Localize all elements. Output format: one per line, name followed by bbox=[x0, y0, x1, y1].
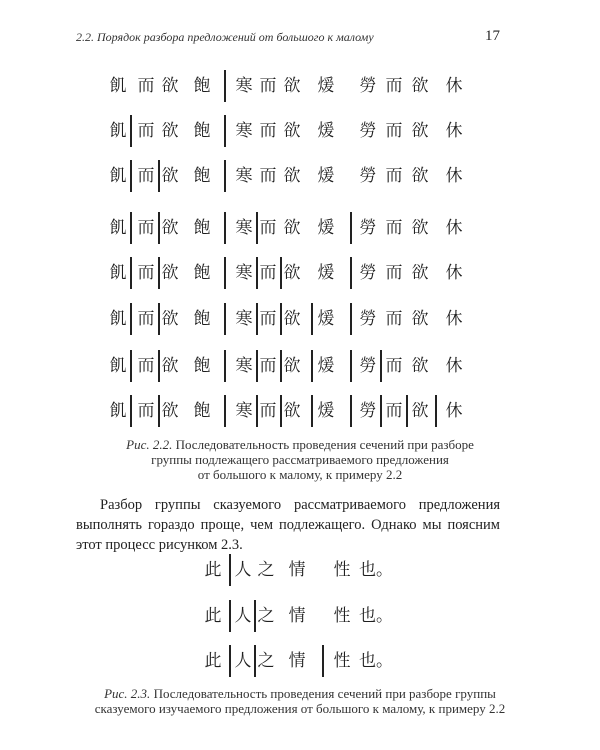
glyph: 而 bbox=[385, 76, 403, 96]
glyph: 而 bbox=[137, 263, 155, 283]
glyph: 而 bbox=[259, 263, 277, 283]
glyph: 欲 bbox=[411, 263, 429, 283]
glyph: 人 bbox=[234, 560, 252, 580]
glyph: 飽 bbox=[193, 401, 211, 421]
separator-line bbox=[130, 303, 132, 335]
glyph: 欲 bbox=[161, 401, 179, 421]
glyph: 而 bbox=[259, 401, 277, 421]
caption-line: от большого к малому, к примеру 2.2 bbox=[197, 467, 403, 482]
separator-line bbox=[224, 212, 226, 244]
glyph: 休 bbox=[445, 309, 463, 329]
glyph: 性 bbox=[333, 560, 351, 580]
glyph: 休 bbox=[445, 121, 463, 141]
glyph: 欲 bbox=[283, 263, 301, 283]
caption-text: Последовательность проведения сечений при разборе группы bbox=[153, 686, 496, 701]
glyph: 而 bbox=[137, 121, 155, 141]
separator-line bbox=[254, 645, 256, 677]
glyph: 而 bbox=[137, 76, 155, 96]
glyph: 飢 bbox=[109, 356, 127, 376]
glyph: 之 bbox=[257, 651, 275, 671]
separator-line bbox=[280, 257, 282, 289]
glyph: 而 bbox=[385, 401, 403, 421]
separator-line bbox=[229, 554, 231, 586]
glyph: 欲 bbox=[411, 401, 429, 421]
glyph: 寒 bbox=[235, 76, 253, 96]
glyph: 而 bbox=[385, 218, 403, 238]
separator-line bbox=[350, 257, 352, 289]
glyph: 欲 bbox=[411, 121, 429, 141]
glyph: 性 bbox=[333, 651, 351, 671]
glyph: 休 bbox=[445, 218, 463, 238]
glyph: 而 bbox=[385, 263, 403, 283]
separator-line bbox=[350, 350, 352, 382]
separator-line bbox=[224, 70, 226, 102]
glyph: 飢 bbox=[109, 121, 127, 141]
separator-line bbox=[158, 303, 160, 335]
glyph: 煖 bbox=[317, 309, 335, 329]
glyph: 而 bbox=[137, 166, 155, 186]
header-title: 2.2. Порядок разбора предложений от большого к малому bbox=[76, 30, 374, 44]
glyph: 勞 bbox=[359, 121, 377, 141]
glyph: 飽 bbox=[193, 263, 211, 283]
glyph: 欲 bbox=[283, 76, 301, 96]
caption-label: Рис. 2.2. bbox=[126, 437, 173, 452]
separator-line bbox=[224, 303, 226, 335]
glyph: 此 bbox=[204, 606, 222, 626]
separator-line bbox=[229, 645, 231, 677]
glyph: 而 bbox=[259, 356, 277, 376]
glyph: 勞 bbox=[359, 401, 377, 421]
glyph: 煖 bbox=[317, 76, 335, 96]
figure-row bbox=[0, 257, 600, 289]
separator-line bbox=[254, 600, 256, 632]
figure-row bbox=[0, 160, 600, 192]
separator-line bbox=[256, 350, 258, 382]
separator-line bbox=[256, 395, 258, 427]
glyph: 煖 bbox=[317, 218, 335, 238]
glyph: 而 bbox=[385, 356, 403, 376]
glyph: 勞 bbox=[359, 263, 377, 283]
glyph: 飢 bbox=[109, 401, 127, 421]
glyph: 情 bbox=[288, 651, 306, 671]
separator-line bbox=[280, 303, 282, 335]
separator-line bbox=[350, 303, 352, 335]
glyph: 欲 bbox=[411, 76, 429, 96]
figure-2-2-caption bbox=[76, 437, 524, 482]
glyph: 欲 bbox=[283, 309, 301, 329]
glyph: 休 bbox=[445, 263, 463, 283]
glyph: 欲 bbox=[161, 356, 179, 376]
glyph: 欲 bbox=[283, 356, 301, 376]
caption-label: Рис. 2.3. bbox=[104, 686, 151, 701]
glyph: 性 bbox=[333, 606, 351, 626]
glyph: 而 bbox=[137, 309, 155, 329]
glyph: 而 bbox=[385, 166, 403, 186]
glyph: 勞 bbox=[359, 218, 377, 238]
separator-line bbox=[350, 212, 352, 244]
separator-line bbox=[406, 395, 408, 427]
figure-row bbox=[0, 303, 600, 335]
separator-line bbox=[380, 350, 382, 382]
glyph: 而 bbox=[259, 218, 277, 238]
caption-text: Последовательность проведения сечений при разборе bbox=[175, 437, 474, 452]
separator-line bbox=[130, 160, 132, 192]
glyph: 欲 bbox=[411, 218, 429, 238]
separator-line bbox=[322, 645, 324, 677]
figure-row bbox=[0, 600, 600, 632]
glyph: 欲 bbox=[161, 76, 179, 96]
figure-row bbox=[0, 212, 600, 244]
separator-line bbox=[158, 257, 160, 289]
glyph: 飽 bbox=[193, 309, 211, 329]
glyph: 寒 bbox=[235, 356, 253, 376]
glyph: 欲 bbox=[283, 166, 301, 186]
separator-line bbox=[256, 212, 258, 244]
separator-line bbox=[130, 350, 132, 382]
glyph: 勞 bbox=[359, 356, 377, 376]
glyph: 飽 bbox=[193, 356, 211, 376]
separator-line bbox=[130, 257, 132, 289]
glyph: 欲 bbox=[411, 356, 429, 376]
glyph: 飢 bbox=[109, 76, 127, 96]
separator-line bbox=[311, 350, 313, 382]
glyph: 而 bbox=[259, 76, 277, 96]
running-header bbox=[76, 30, 500, 48]
glyph: 此 bbox=[204, 651, 222, 671]
glyph: 勞 bbox=[359, 166, 377, 186]
figure-row bbox=[0, 70, 600, 102]
figure-row bbox=[0, 554, 600, 586]
glyph: 而 bbox=[259, 309, 277, 329]
separator-line bbox=[158, 160, 160, 192]
glyph: 寒 bbox=[235, 121, 253, 141]
figure-2-3-caption bbox=[60, 686, 540, 716]
separator-line bbox=[224, 350, 226, 382]
glyph: 飽 bbox=[193, 121, 211, 141]
glyph: 寒 bbox=[235, 218, 253, 238]
figure-row bbox=[0, 395, 600, 427]
separator-line bbox=[256, 303, 258, 335]
glyph: 之 bbox=[257, 606, 275, 626]
separator-line bbox=[224, 115, 226, 147]
glyph: 而 bbox=[137, 401, 155, 421]
glyph: 欲 bbox=[161, 218, 179, 238]
glyph: 飢 bbox=[109, 218, 127, 238]
separator-line bbox=[158, 212, 160, 244]
glyph: 欲 bbox=[161, 166, 179, 186]
glyph: 欲 bbox=[411, 309, 429, 329]
glyph: 寒 bbox=[235, 263, 253, 283]
glyph: 而 bbox=[385, 309, 403, 329]
page-number: 17 bbox=[485, 28, 500, 44]
glyph: 而 bbox=[385, 121, 403, 141]
glyph: 休 bbox=[445, 401, 463, 421]
separator-line bbox=[229, 600, 231, 632]
figure-row bbox=[0, 350, 600, 382]
separator-line bbox=[130, 115, 132, 147]
separator-line bbox=[380, 395, 382, 427]
glyph: 也。 bbox=[359, 606, 393, 626]
separator-line bbox=[280, 395, 282, 427]
glyph: 飽 bbox=[193, 218, 211, 238]
glyph: 飢 bbox=[109, 263, 127, 283]
glyph: 飢 bbox=[109, 309, 127, 329]
caption-line bbox=[60, 686, 540, 701]
separator-line bbox=[311, 395, 313, 427]
glyph: 休 bbox=[445, 356, 463, 376]
glyph: 煖 bbox=[317, 121, 335, 141]
glyph: 欲 bbox=[283, 401, 301, 421]
glyph: 人 bbox=[234, 606, 252, 626]
glyph: 欲 bbox=[161, 309, 179, 329]
glyph: 也。 bbox=[359, 651, 393, 671]
separator-line bbox=[224, 395, 226, 427]
glyph: 情 bbox=[288, 560, 306, 580]
glyph: 寒 bbox=[235, 166, 253, 186]
caption-line bbox=[76, 437, 524, 452]
separator-line bbox=[311, 303, 313, 335]
separator-line bbox=[435, 395, 437, 427]
separator-line bbox=[224, 257, 226, 289]
glyph: 欲 bbox=[283, 121, 301, 141]
separator-line bbox=[130, 395, 132, 427]
glyph: 此 bbox=[204, 560, 222, 580]
glyph: 勞 bbox=[359, 76, 377, 96]
glyph: 寒 bbox=[235, 309, 253, 329]
glyph: 也。 bbox=[359, 560, 393, 580]
glyph: 而 bbox=[259, 121, 277, 141]
glyph: 勞 bbox=[359, 309, 377, 329]
separator-line bbox=[350, 395, 352, 427]
figure-row bbox=[0, 645, 600, 677]
glyph: 而 bbox=[137, 218, 155, 238]
glyph: 煖 bbox=[317, 401, 335, 421]
glyph: 之 bbox=[257, 560, 275, 580]
glyph: 休 bbox=[445, 76, 463, 96]
glyph: 煖 bbox=[317, 166, 335, 186]
glyph: 寒 bbox=[235, 401, 253, 421]
glyph: 煖 bbox=[317, 263, 335, 283]
separator-line bbox=[224, 160, 226, 192]
caption-line: сказуемого изучаемого предложения от большого к малому, к примеру 2.2 bbox=[94, 701, 506, 716]
glyph: 而 bbox=[259, 166, 277, 186]
glyph: 而 bbox=[137, 356, 155, 376]
glyph: 人 bbox=[234, 651, 252, 671]
separator-line bbox=[158, 350, 160, 382]
glyph: 情 bbox=[288, 606, 306, 626]
glyph: 飽 bbox=[193, 76, 211, 96]
glyph: 飽 bbox=[193, 166, 211, 186]
separator-line bbox=[130, 212, 132, 244]
separator-line bbox=[280, 350, 282, 382]
glyph: 飢 bbox=[109, 166, 127, 186]
caption-line: группы подлежащего рассматриваемого предложения bbox=[151, 452, 449, 467]
separator-line bbox=[256, 257, 258, 289]
body-paragraph: Разбор группы сказуемого рассматриваемого предложения выполнять гораздо проще, чем подлежащего. Однако мы поясним этот процесс рисунком 2.3. bbox=[76, 497, 500, 553]
glyph: 煖 bbox=[317, 356, 335, 376]
figure-row bbox=[0, 115, 600, 147]
glyph: 欲 bbox=[411, 166, 429, 186]
glyph: 休 bbox=[445, 166, 463, 186]
glyph: 欲 bbox=[161, 121, 179, 141]
glyph: 欲 bbox=[283, 218, 301, 238]
glyph: 欲 bbox=[161, 263, 179, 283]
separator-line bbox=[158, 395, 160, 427]
